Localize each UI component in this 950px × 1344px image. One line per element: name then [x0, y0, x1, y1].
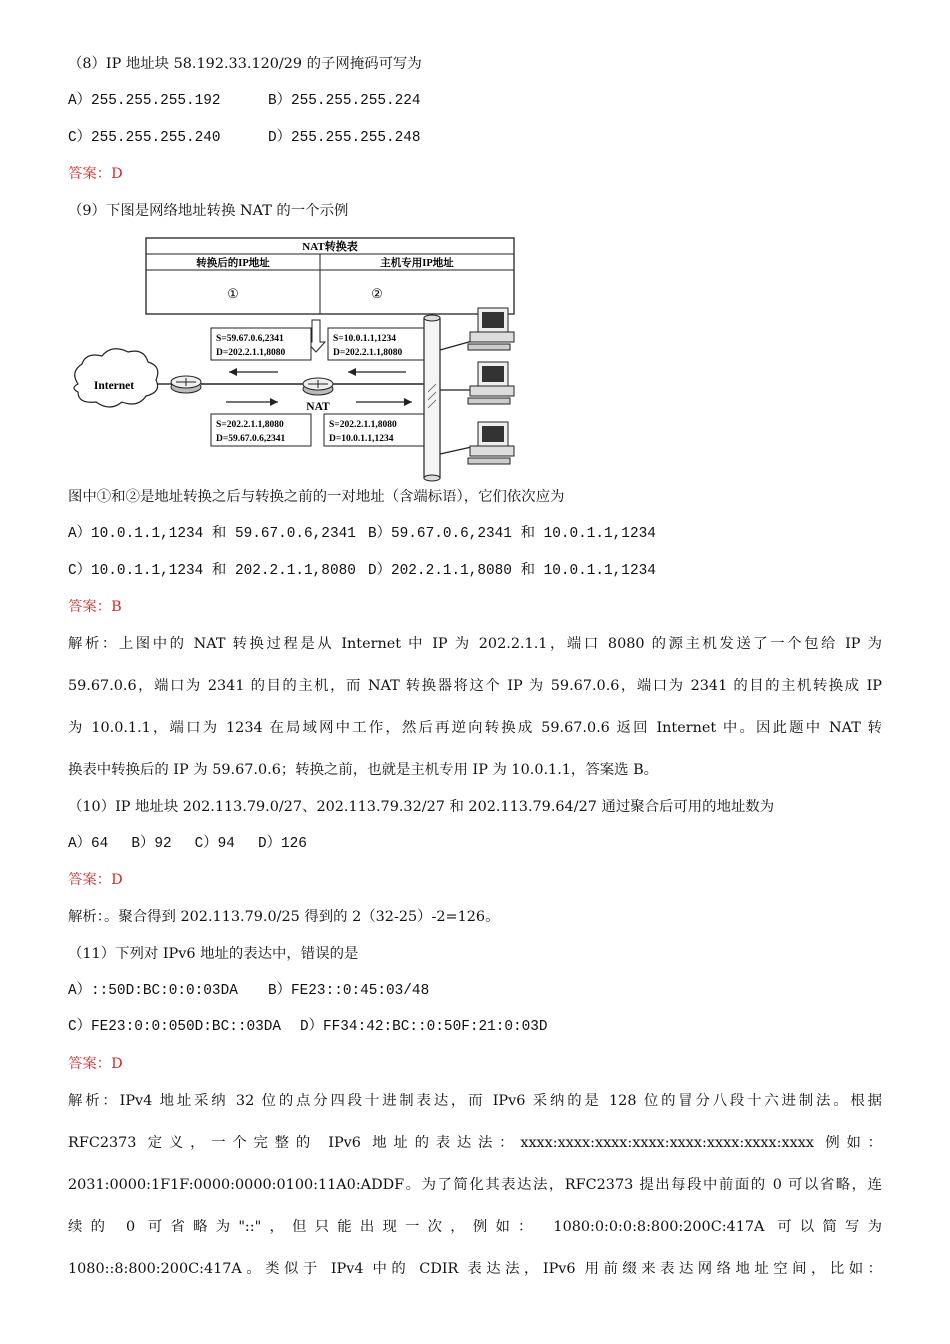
q11-option-a: A）::50D:BC:0:0:03DA	[68, 983, 238, 999]
q10-options: A）64 B）92 C）94 D）126	[68, 836, 307, 852]
box-lower-left-line2: D=59.67.0.6,2341	[216, 434, 286, 444]
q10-explanation: 解析：。聚合得到 202.113.79.0/25 得到的 2（32-25）-2=126。	[68, 909, 500, 925]
box-lower-right-line1: S=202.2.1.1,8080	[329, 420, 397, 430]
q11-answer: 答案：D	[68, 1056, 123, 1072]
q11-explanation-line1: 解析：IPv4 地址采纳 32 位的点分四段十进制表达，而 IPv6 采纳的是 128 位的冒分八段十六进制法。根据	[68, 1093, 882, 1109]
box-upper-right-line2: D=202.2.1.1,8080	[333, 348, 403, 358]
q11-explanation-line5: 1080::8:800:200C:417A。类似于 IPv4 中的 CDIR 表达法，IPv6 用前缀来表达网络地址空间，比如：	[68, 1261, 882, 1277]
q10-stem: （10）IP 地址块 202.113.79.0/27、202.113.79.32/27 和 202.113.79.64/27 通过聚合后可用的地址数为	[68, 799, 775, 815]
internet-cloud-icon	[74, 349, 158, 407]
q11-explanation-line3: 2031:0000:1F1F:0000:0000:0100:11A0:ADDF。为了简化其表达法，RFC2373 提出每段中前面的 0 可以省略，连	[68, 1177, 882, 1193]
q9-stem: （9）下图是网络地址转换 NAT 的一个示例	[68, 203, 349, 219]
router-icon	[171, 376, 201, 393]
q9-option-c: C）10.0.1.1,1234 和 202.2.1.1,8080	[68, 563, 356, 579]
q8-option-d: D）255.255.255.248	[268, 130, 421, 146]
internet-label: Internet	[93, 380, 135, 392]
q11-explanation-line2: RFC2373 定义，一个完整的 IPv6 地址的表达法：xxxx:xxxx:xxxx:xxxx:xxxx:xxxx:xxxx:xxxx 例如：	[68, 1135, 882, 1151]
q11-option-b: B）FE23::0:45:03/48	[268, 983, 430, 999]
q11-stem: （11）下列对 IPv6 地址的表达中，错误的是	[68, 946, 359, 962]
box-upper-left-line2: D=202.2.1.1,8080	[216, 348, 286, 358]
q9-explanation-line3: 为 10.0.1.1，端口为 1234 在局域网中工作，然后再逆向转换成 59.67.0.6 返回 Internet 中。因此题中 NAT 转	[68, 720, 882, 736]
pc-icon	[468, 362, 514, 404]
nat-table-title: NAT转换表	[302, 241, 358, 253]
q9-option-a: A）10.0.1.1,1234 和 59.67.0.6,2341	[68, 526, 356, 542]
nat-label: NAT	[306, 401, 330, 413]
q8-option-c: C）255.255.255.240	[68, 130, 221, 146]
box-upper-left-line1: S=59.67.0.6,2341	[216, 334, 284, 344]
nat-table-col2: 主机专用IP地址	[380, 258, 454, 269]
q9-option-d: D）202.2.1.1,8080 和 10.0.1.1,1234	[368, 563, 656, 579]
q10-answer: 答案：D	[68, 872, 123, 888]
q11-option-d: D）FF34:42:BC::0:50F:21:0:03D	[300, 1019, 548, 1035]
nat-table-col1: 转换后的IP地址	[196, 258, 270, 269]
q9-explanation-line2: 59.67.0.6，端口为 2341 的目的主机，而 NAT 转换器将这个 IP 为 59.67.0.6，端口为 2341 的目的主机转换成 IP	[68, 678, 882, 694]
q8-stem: （8）IP 地址块 58.192.33.120/29 的子网掩码可写为	[68, 56, 422, 72]
box-lower-left-line1: S=202.2.1.1,8080	[216, 420, 284, 430]
nat-diagram	[66, 232, 526, 484]
box-lower-right-line2: D=10.0.1.1,1234	[329, 434, 394, 444]
nat-table-mark1: ①	[227, 286, 239, 301]
q9-option-b: B）59.67.0.6,2341 和 10.0.1.1,1234	[368, 526, 656, 542]
pc-icon	[468, 422, 514, 464]
q9-answer: 答案：B	[68, 599, 122, 615]
q9-question: 图中①和②是地址转换之后与转换之前的一对地址（含端标语），它们依次应为	[68, 489, 565, 505]
q9-explanation-line1: 解析：上图中的 NAT 转换过程是从 Internet 中 IP 为 202.2.1.1，端口 8080 的源主机发送了一个包给 IP 为	[68, 636, 882, 652]
q11-option-c: C）FE23:0:0:050D:BC::03DA	[68, 1019, 282, 1035]
lan-bus-icon	[424, 315, 440, 481]
q8-option-a: A）255.255.255.192	[68, 93, 221, 109]
nat-router-icon	[303, 378, 333, 395]
q11-explanation-line4: 续的 0 可省略为"::"，但只能出现一次，例如： 1080:0:0:0:8:800:200C:417A 可以简写为	[68, 1219, 882, 1235]
q9-explanation-line4: 换表中转换后的 IP 为 59.67.0.6；转换之前，也就是主机专用 IP 为 10.0.1.1，答案选 B。	[68, 762, 659, 778]
nat-table-mark2: ②	[371, 286, 383, 301]
q8-answer: 答案：D	[68, 166, 123, 182]
q8-option-b: B）255.255.255.224	[268, 93, 421, 109]
box-upper-right-line1: S=10.0.1.1,1234	[333, 334, 396, 344]
